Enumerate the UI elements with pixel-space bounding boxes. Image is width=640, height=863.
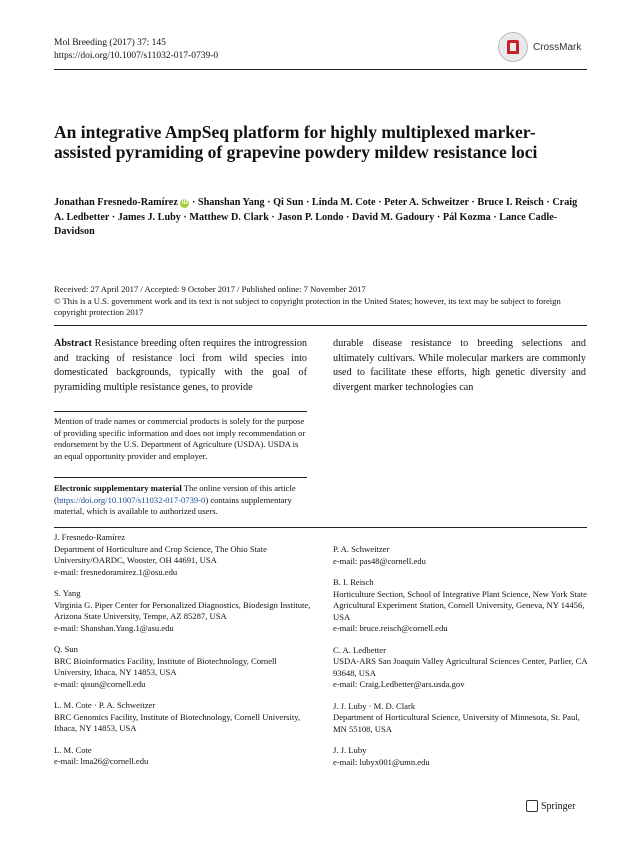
affiliation-address: Horticulture Section, School of Integrative Plant Science, New York State Agricultural Experiment Station, Cornell University, Geneva, NY 14456, USA — [333, 588, 587, 622]
affiliation-author: P. A. Schweitzer — [333, 544, 390, 554]
esm-note: Electronic supplementary material The online version of this article (https://doi.org/10.1007/s11032-017-0739-0) contains supplementary material, which is available to authorized users. — [54, 483, 296, 516]
affiliation-entry — [54, 644, 314, 690]
crossmark-button[interactable] — [498, 30, 598, 64]
affiliation-address: BRC Bioinformatics Facility, Institute of Biotechnology, Cornell University, Ithaca, NY 14853, USA — [54, 655, 277, 677]
first-author: Jonathan Fresnedo-Ramírez — [54, 197, 178, 208]
crossmark-label: CrossMark — [533, 41, 582, 53]
affiliation-rule — [54, 527, 587, 528]
affiliations-right — [333, 544, 593, 778]
affiliation-email[interactable]: e-mail: Shanshan.Yang.1@asu.edu — [54, 622, 174, 633]
abstract-left — [54, 337, 307, 395]
usda-disclaimer: Mention of trade names or commercial products is solely for the purpose of providing specific information and does not imply recommendation or endorsement by the U.S. Department of Agriculture (USDA). USDA is an equal opportunity provider and employer. — [54, 416, 306, 461]
affiliation-address: Department of Horticulture and Crop Science, The Ohio State University/OARDC, Wooster, OH 44691, USA — [54, 543, 267, 565]
affiliation-entry — [333, 544, 593, 567]
affiliation-entry — [333, 645, 593, 691]
affiliation-author: C. A. Ledbetter — [333, 644, 386, 655]
affiliation-address: Virginia G. Piper Center for Personalized Diagnostics, Biodesign Institute, Arizona State University, Tempe, AZ 85287, USA — [54, 599, 311, 621]
copyright-line: © This is a U.S. government work and its text is not subject to copyright protection in the United States; however, its text may be subject to foreign copyright protection 2017 — [54, 295, 561, 317]
crossmark-icon — [498, 32, 528, 62]
dates-line: Received: 27 April 2017 / Accepted: 9 October 2017 / Published online: 7 November 2017 — [54, 284, 366, 294]
article-title: An integrative AmpSeq platform for highly multiplexed marker-assisted pyramiding of grapevine powdery mildew resistance loci — [54, 122, 538, 162]
dates-rule — [54, 325, 587, 326]
esm-link[interactable]: https://doi.org/10.1007/s11032-017-0739-0 — [56, 494, 206, 505]
affiliation-entry — [54, 745, 314, 768]
affiliation-email[interactable]: e-mail: bruce.reisch@cornell.edu — [333, 623, 448, 633]
coauthors: · Shanshan Yang · Qi Sun · Linda M. Cote · Peter A. Schweitzer · Bruce I. Reisch · Craig A. Ledbetter · James J. Luby · Matthew D. Clark · Jason P. Londo · David M. Gadoury · Pál Kozma · Lance Cadle-Davidson — [54, 197, 578, 237]
affiliation-entry — [333, 577, 593, 635]
publisher-name: Springer — [541, 800, 576, 812]
publication-history — [54, 284, 587, 319]
affiliation-email[interactable]: e-mail: lma26@cornell.edu — [54, 756, 149, 766]
affiliation-email[interactable]: e-mail: fresnedoramirez.1@osu.edu — [54, 566, 178, 577]
affiliations-left — [54, 532, 314, 778]
affiliation-entry — [54, 588, 314, 634]
affiliation-entry — [333, 745, 593, 768]
orcid-icon[interactable]: iD — [181, 200, 188, 206]
affiliation-address: USDA-ARS San Joaquin Valley Agricultural Sciences Center, Parlier, CA 93648, USA — [333, 656, 588, 678]
affiliation-author: J. J. Luby · M. D. Clark — [333, 700, 416, 711]
abstract-text: Resistance breeding often requires the introgression and tracking of resistance loci from wild species into domesticated backgrounds, typically with the goal of pyramiding multiple resistance genes, to provide — [54, 338, 308, 393]
affiliation-address: BRC Genomics Facility, Institute of Biotechnology, Cornell University, Ithaca, NY 14853, USA — [54, 711, 301, 733]
journal-header — [54, 37, 218, 63]
affiliation-author: S. Yang — [54, 588, 81, 598]
affiliation-email[interactable]: e-mail: Craig.Ledbetter@ars.usda.gov — [333, 679, 465, 689]
affiliation-author: L. M. Cote — [54, 744, 92, 755]
affiliation-author: L. M. Cote · P. A. Schweitzer — [54, 700, 156, 710]
footnote-rule — [54, 411, 307, 412]
affiliation-author: Q. Sun — [54, 644, 78, 654]
springer-logo — [526, 800, 575, 812]
affiliation-email[interactable]: e-mail: pas48@cornell.edu — [333, 555, 426, 566]
author-list — [54, 196, 587, 240]
affiliation-email[interactable]: e-mail: qisun@cornell.edu — [54, 678, 146, 689]
journal-citation: Mol Breeding (2017) 37: 145 — [54, 38, 166, 48]
affiliation-address: Department of Horticultural Science, University of Minnesota, St. Paul, MN 55108, USA — [333, 712, 580, 734]
article-doi: https://doi.org/10.1007/s11032-017-0739-0 — [54, 51, 219, 61]
abstract-label: Abstract — [54, 338, 92, 349]
header-rule — [54, 69, 587, 70]
affiliation-entry — [54, 532, 314, 578]
esm-rule — [54, 477, 307, 478]
abstract-right: durable disease resistance to breeding selections and ultimately cultivars. While molecular markers are commonly used to facilitate these efforts, high genetic diversity and divergent marker technologies can — [333, 338, 586, 393]
affiliation-entry — [333, 701, 593, 736]
springer-horse-icon — [526, 800, 538, 812]
affiliation-entry — [54, 700, 314, 735]
affiliation-author: B. I. Reisch — [333, 577, 374, 587]
affiliation-author: J. J. Luby — [333, 745, 367, 755]
affiliation-author: J. Fresnedo-Ramírez — [54, 532, 126, 542]
affiliation-email[interactable]: e-mail: lubyx001@umn.edu — [333, 756, 430, 767]
esm-label: Electronic supplementary material — [54, 483, 182, 493]
